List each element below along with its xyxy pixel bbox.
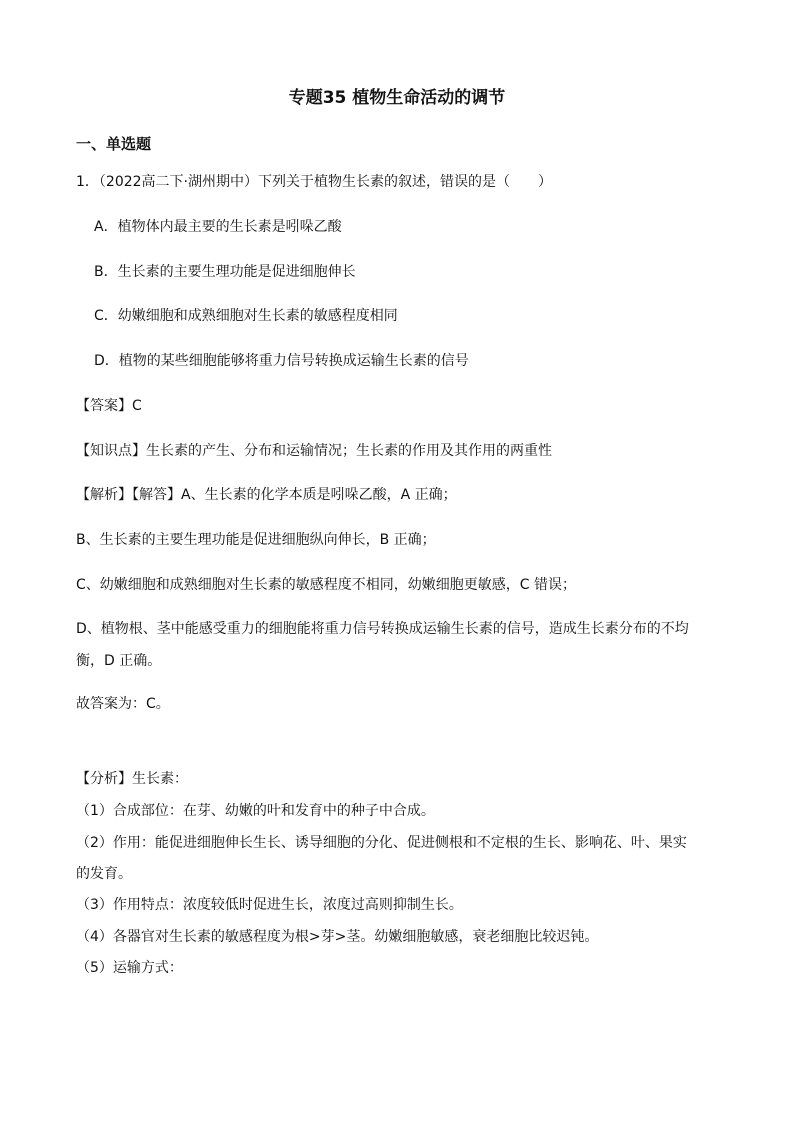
question-source: （2022高二下·湖州期中） [98,174,259,190]
fenxi-p1: （1）合成部位：在芽、幼嫩的叶和发育中的种子中合成。 [76,803,435,819]
analysis-c: C、幼嫩细胞和成熟细胞对生长素的敏感程度不相同，幼嫩细胞更敏感，C 错误； [76,577,576,593]
answer: 【答案】C [76,398,142,414]
page-title: 专题35 植物生命活动的调节 [288,88,506,108]
analysis-b: B、生长素的主要生理功能是促进细胞纵向伸长，B 正确； [76,532,436,548]
section-heading: 一、单选题 [76,135,152,153]
option-c: C．幼嫩细胞和成熟细胞对生长素的敏感程度相同 [94,308,398,324]
fenxi-p5: （5）运输方式： [76,960,183,976]
knowledge-point: 【知识点】生长素的产生、分布和运输情况；生长素的作用及其作用的两重性 [76,443,552,459]
analysis-d-line2: 衡，D 正确。 [76,653,162,669]
fenxi-p3: （3）作用特点：浓度较低时促进生长，浓度过高则抑制生长。 [76,897,463,913]
question-1 [76,172,552,192]
analysis-d-line1: D、植物根、茎中能感受重力的细胞能将重力信号转换成运输生长素的信号，造成生长素分布的不均 [76,621,689,637]
fenxi-p4: （4）各器官对生长素的敏感程度为根>芽>茎。幼嫩细胞敏感，衰老细胞比较迟钝。 [76,929,599,945]
analysis-intro: 【解析】【解答】A、生长素的化学本质是吲哚乙酸，A 正确； [76,487,457,503]
question-number: 1． [76,174,99,190]
option-d: D．植物的某些细胞能够将重力信号转换成运输生长素的信号 [94,353,469,369]
fenxi-header: 【分析】生长素： [76,771,188,787]
question-stem: 下列关于植物生长素的叙述，错误的是（ ） [258,174,553,190]
option-b: B．生长素的主要生理功能是促进细胞伸长 [94,264,356,280]
fenxi-p2-line1: （2）作用：能促进细胞伸长生长、诱导细胞的分化、促进侧根和不定根的生长、影响花、叶、果实 [76,835,687,851]
analysis-conclusion: 故答案为：C。 [76,696,170,712]
option-a: A．植物体内最主要的生长素是吲哚乙酸 [94,219,342,235]
fenxi-p2-line2: 的发育。 [76,866,132,882]
